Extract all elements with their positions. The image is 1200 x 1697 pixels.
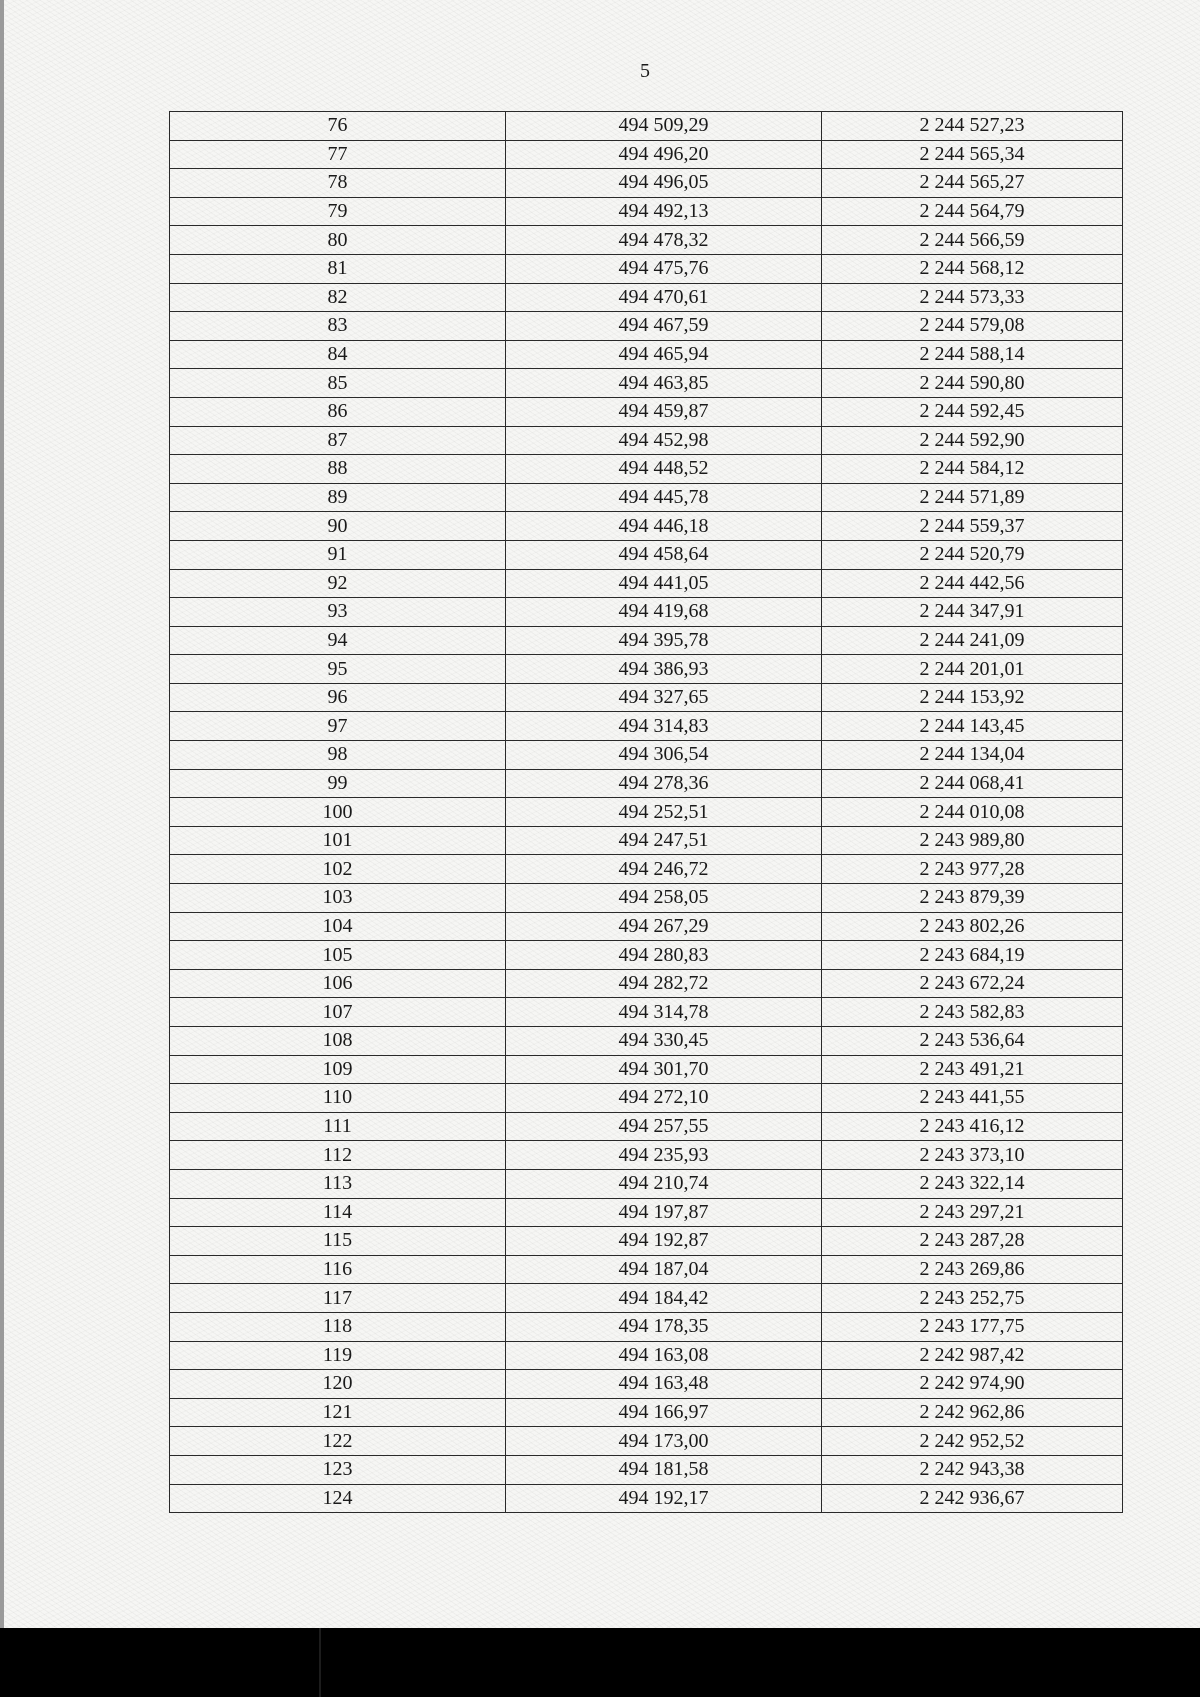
y-coordinate-cell: 2 244 565,34 bbox=[822, 140, 1123, 169]
point-number-cell: 111 bbox=[170, 1112, 506, 1141]
table-row bbox=[170, 397, 1123, 426]
point-number-cell: 83 bbox=[170, 312, 506, 341]
y-coordinate-cell: 2 244 592,90 bbox=[822, 426, 1123, 455]
x-coordinate-cell: 494 470,61 bbox=[506, 283, 822, 312]
point-number-cell: 115 bbox=[170, 1227, 506, 1256]
y-coordinate-cell: 2 244 592,45 bbox=[822, 397, 1123, 426]
table-row bbox=[170, 912, 1123, 941]
table-row bbox=[170, 512, 1123, 541]
point-number-cell: 99 bbox=[170, 769, 506, 798]
table-row bbox=[170, 655, 1123, 684]
x-coordinate-cell: 494 267,29 bbox=[506, 912, 822, 941]
page-left-edge bbox=[0, 0, 4, 1628]
x-coordinate-cell: 494 258,05 bbox=[506, 884, 822, 913]
y-coordinate-cell: 2 244 571,89 bbox=[822, 483, 1123, 512]
x-coordinate-cell: 494 395,78 bbox=[506, 626, 822, 655]
x-coordinate-cell: 494 192,17 bbox=[506, 1484, 822, 1513]
point-number-cell: 78 bbox=[170, 169, 506, 198]
table-row bbox=[170, 1427, 1123, 1456]
coordinates-table bbox=[169, 111, 1123, 1513]
point-number-cell: 124 bbox=[170, 1484, 506, 1513]
table-row bbox=[170, 226, 1123, 255]
point-number-cell: 101 bbox=[170, 826, 506, 855]
table-row bbox=[170, 1084, 1123, 1113]
y-coordinate-cell: 2 244 143,45 bbox=[822, 712, 1123, 741]
y-coordinate-cell: 2 244 573,33 bbox=[822, 283, 1123, 312]
point-number-cell: 95 bbox=[170, 655, 506, 684]
point-number-cell: 82 bbox=[170, 283, 506, 312]
table-row bbox=[170, 1455, 1123, 1484]
x-coordinate-cell: 494 496,20 bbox=[506, 140, 822, 169]
x-coordinate-cell: 494 306,54 bbox=[506, 741, 822, 770]
y-coordinate-cell: 2 242 943,38 bbox=[822, 1455, 1123, 1484]
point-number-cell: 88 bbox=[170, 455, 506, 484]
table-row bbox=[170, 540, 1123, 569]
x-coordinate-cell: 494 327,65 bbox=[506, 683, 822, 712]
y-coordinate-cell: 2 244 520,79 bbox=[822, 540, 1123, 569]
point-number-cell: 120 bbox=[170, 1370, 506, 1399]
table-row bbox=[170, 826, 1123, 855]
point-number-cell: 106 bbox=[170, 969, 506, 998]
x-coordinate-cell: 494 478,32 bbox=[506, 226, 822, 255]
table-row bbox=[170, 1198, 1123, 1227]
x-coordinate-cell: 494 197,87 bbox=[506, 1198, 822, 1227]
y-coordinate-cell: 2 244 010,08 bbox=[822, 798, 1123, 827]
y-coordinate-cell: 2 243 297,21 bbox=[822, 1198, 1123, 1227]
point-number-cell: 81 bbox=[170, 254, 506, 283]
y-coordinate-cell: 2 242 936,67 bbox=[822, 1484, 1123, 1513]
point-number-cell: 116 bbox=[170, 1255, 506, 1284]
table-row bbox=[170, 1312, 1123, 1341]
table-row bbox=[170, 1141, 1123, 1170]
table-row bbox=[170, 569, 1123, 598]
y-coordinate-cell: 2 244 241,09 bbox=[822, 626, 1123, 655]
y-coordinate-cell: 2 243 879,39 bbox=[822, 884, 1123, 913]
point-number-cell: 107 bbox=[170, 998, 506, 1027]
scan-bottom-border bbox=[0, 1628, 1200, 1697]
table-row bbox=[170, 426, 1123, 455]
page-number: 5 bbox=[640, 60, 650, 82]
table-row bbox=[170, 1484, 1123, 1513]
point-number-cell: 117 bbox=[170, 1284, 506, 1313]
y-coordinate-cell: 2 242 962,86 bbox=[822, 1398, 1123, 1427]
y-coordinate-cell: 2 242 974,90 bbox=[822, 1370, 1123, 1399]
table-row bbox=[170, 1112, 1123, 1141]
table-row bbox=[170, 1255, 1123, 1284]
y-coordinate-cell: 2 243 269,86 bbox=[822, 1255, 1123, 1284]
y-coordinate-cell: 2 244 559,37 bbox=[822, 512, 1123, 541]
point-number-cell: 84 bbox=[170, 340, 506, 369]
point-number-cell: 96 bbox=[170, 683, 506, 712]
coordinates-table-body bbox=[170, 112, 1123, 1513]
y-coordinate-cell: 2 243 373,10 bbox=[822, 1141, 1123, 1170]
point-number-cell: 79 bbox=[170, 197, 506, 226]
y-coordinate-cell: 2 243 441,55 bbox=[822, 1084, 1123, 1113]
y-coordinate-cell: 2 244 565,27 bbox=[822, 169, 1123, 198]
x-coordinate-cell: 494 463,85 bbox=[506, 369, 822, 398]
point-number-cell: 109 bbox=[170, 1055, 506, 1084]
table-row bbox=[170, 169, 1123, 198]
x-coordinate-cell: 494 386,93 bbox=[506, 655, 822, 684]
y-coordinate-cell: 2 243 582,83 bbox=[822, 998, 1123, 1027]
table-row bbox=[170, 197, 1123, 226]
x-coordinate-cell: 494 330,45 bbox=[506, 1027, 822, 1056]
point-number-cell: 108 bbox=[170, 1027, 506, 1056]
point-number-cell: 105 bbox=[170, 941, 506, 970]
x-coordinate-cell: 494 467,59 bbox=[506, 312, 822, 341]
y-coordinate-cell: 2 242 987,42 bbox=[822, 1341, 1123, 1370]
table-row bbox=[170, 712, 1123, 741]
point-number-cell: 121 bbox=[170, 1398, 506, 1427]
point-number-cell: 123 bbox=[170, 1455, 506, 1484]
table-row bbox=[170, 1370, 1123, 1399]
table-row bbox=[170, 769, 1123, 798]
x-coordinate-cell: 494 166,97 bbox=[506, 1398, 822, 1427]
point-number-cell: 100 bbox=[170, 798, 506, 827]
y-coordinate-cell: 2 243 684,19 bbox=[822, 941, 1123, 970]
y-coordinate-cell: 2 243 536,64 bbox=[822, 1027, 1123, 1056]
y-coordinate-cell: 2 242 952,52 bbox=[822, 1427, 1123, 1456]
x-coordinate-cell: 494 441,05 bbox=[506, 569, 822, 598]
point-number-cell: 87 bbox=[170, 426, 506, 455]
x-coordinate-cell: 494 314,78 bbox=[506, 998, 822, 1027]
y-coordinate-cell: 2 244 566,59 bbox=[822, 226, 1123, 255]
table-row bbox=[170, 969, 1123, 998]
x-coordinate-cell: 494 181,58 bbox=[506, 1455, 822, 1484]
table-row bbox=[170, 598, 1123, 627]
table-row bbox=[170, 1169, 1123, 1198]
x-coordinate-cell: 494 314,83 bbox=[506, 712, 822, 741]
table-row bbox=[170, 1284, 1123, 1313]
x-coordinate-cell: 494 448,52 bbox=[506, 455, 822, 484]
point-number-cell: 90 bbox=[170, 512, 506, 541]
point-number-cell: 122 bbox=[170, 1427, 506, 1456]
point-number-cell: 80 bbox=[170, 226, 506, 255]
table-row bbox=[170, 1398, 1123, 1427]
point-number-cell: 94 bbox=[170, 626, 506, 655]
y-coordinate-cell: 2 243 252,75 bbox=[822, 1284, 1123, 1313]
point-number-cell: 97 bbox=[170, 712, 506, 741]
x-coordinate-cell: 494 446,18 bbox=[506, 512, 822, 541]
x-coordinate-cell: 494 492,13 bbox=[506, 197, 822, 226]
table-row bbox=[170, 455, 1123, 484]
table-row bbox=[170, 941, 1123, 970]
x-coordinate-cell: 494 459,87 bbox=[506, 397, 822, 426]
x-coordinate-cell: 494 246,72 bbox=[506, 855, 822, 884]
y-coordinate-cell: 2 243 802,26 bbox=[822, 912, 1123, 941]
x-coordinate-cell: 494 178,35 bbox=[506, 1312, 822, 1341]
table-row bbox=[170, 254, 1123, 283]
table-row bbox=[170, 1055, 1123, 1084]
x-coordinate-cell: 494 465,94 bbox=[506, 340, 822, 369]
x-coordinate-cell: 494 247,51 bbox=[506, 826, 822, 855]
x-coordinate-cell: 494 452,98 bbox=[506, 426, 822, 455]
table-row bbox=[170, 312, 1123, 341]
table-row bbox=[170, 1027, 1123, 1056]
x-coordinate-cell: 494 192,87 bbox=[506, 1227, 822, 1256]
y-coordinate-cell: 2 244 579,08 bbox=[822, 312, 1123, 341]
table-row bbox=[170, 369, 1123, 398]
x-coordinate-cell: 494 496,05 bbox=[506, 169, 822, 198]
point-number-cell: 103 bbox=[170, 884, 506, 913]
point-number-cell: 91 bbox=[170, 540, 506, 569]
x-coordinate-cell: 494 163,08 bbox=[506, 1341, 822, 1370]
table-row bbox=[170, 798, 1123, 827]
point-number-cell: 113 bbox=[170, 1169, 506, 1198]
table-row bbox=[170, 283, 1123, 312]
x-coordinate-cell: 494 509,29 bbox=[506, 112, 822, 141]
table-row bbox=[170, 340, 1123, 369]
y-coordinate-cell: 2 243 672,24 bbox=[822, 969, 1123, 998]
table-row bbox=[170, 884, 1123, 913]
x-coordinate-cell: 494 210,74 bbox=[506, 1169, 822, 1198]
table-row bbox=[170, 855, 1123, 884]
y-coordinate-cell: 2 244 564,79 bbox=[822, 197, 1123, 226]
y-coordinate-cell: 2 243 416,12 bbox=[822, 1112, 1123, 1141]
y-coordinate-cell: 2 244 584,12 bbox=[822, 455, 1123, 484]
point-number-cell: 114 bbox=[170, 1198, 506, 1227]
point-number-cell: 86 bbox=[170, 397, 506, 426]
x-coordinate-cell: 494 184,42 bbox=[506, 1284, 822, 1313]
table-row bbox=[170, 626, 1123, 655]
x-coordinate-cell: 494 458,64 bbox=[506, 540, 822, 569]
x-coordinate-cell: 494 278,36 bbox=[506, 769, 822, 798]
y-coordinate-cell: 2 243 287,28 bbox=[822, 1227, 1123, 1256]
y-coordinate-cell: 2 243 322,14 bbox=[822, 1169, 1123, 1198]
point-number-cell: 104 bbox=[170, 912, 506, 941]
x-coordinate-cell: 494 163,48 bbox=[506, 1370, 822, 1399]
scan-seam bbox=[319, 1628, 321, 1697]
x-coordinate-cell: 494 235,93 bbox=[506, 1141, 822, 1170]
x-coordinate-cell: 494 252,51 bbox=[506, 798, 822, 827]
table-row bbox=[170, 998, 1123, 1027]
y-coordinate-cell: 2 243 177,75 bbox=[822, 1312, 1123, 1341]
x-coordinate-cell: 494 272,10 bbox=[506, 1084, 822, 1113]
y-coordinate-cell: 2 244 347,91 bbox=[822, 598, 1123, 627]
point-number-cell: 112 bbox=[170, 1141, 506, 1170]
x-coordinate-cell: 494 282,72 bbox=[506, 969, 822, 998]
table-row bbox=[170, 1341, 1123, 1370]
point-number-cell: 98 bbox=[170, 741, 506, 770]
y-coordinate-cell: 2 243 989,80 bbox=[822, 826, 1123, 855]
point-number-cell: 118 bbox=[170, 1312, 506, 1341]
y-coordinate-cell: 2 244 588,14 bbox=[822, 340, 1123, 369]
x-coordinate-cell: 494 280,83 bbox=[506, 941, 822, 970]
table-row bbox=[170, 741, 1123, 770]
x-coordinate-cell: 494 301,70 bbox=[506, 1055, 822, 1084]
y-coordinate-cell: 2 244 527,23 bbox=[822, 112, 1123, 141]
point-number-cell: 85 bbox=[170, 369, 506, 398]
x-coordinate-cell: 494 475,76 bbox=[506, 254, 822, 283]
point-number-cell: 77 bbox=[170, 140, 506, 169]
x-coordinate-cell: 494 187,04 bbox=[506, 1255, 822, 1284]
y-coordinate-cell: 2 243 977,28 bbox=[822, 855, 1123, 884]
point-number-cell: 93 bbox=[170, 598, 506, 627]
x-coordinate-cell: 494 173,00 bbox=[506, 1427, 822, 1456]
point-number-cell: 110 bbox=[170, 1084, 506, 1113]
y-coordinate-cell: 2 244 134,04 bbox=[822, 741, 1123, 770]
table-row bbox=[170, 683, 1123, 712]
y-coordinate-cell: 2 244 442,56 bbox=[822, 569, 1123, 598]
y-coordinate-cell: 2 243 491,21 bbox=[822, 1055, 1123, 1084]
x-coordinate-cell: 494 445,78 bbox=[506, 483, 822, 512]
y-coordinate-cell: 2 244 201,01 bbox=[822, 655, 1123, 684]
point-number-cell: 102 bbox=[170, 855, 506, 884]
y-coordinate-cell: 2 244 568,12 bbox=[822, 254, 1123, 283]
table-row bbox=[170, 140, 1123, 169]
y-coordinate-cell: 2 244 153,92 bbox=[822, 683, 1123, 712]
table-row bbox=[170, 112, 1123, 141]
table-row bbox=[170, 1227, 1123, 1256]
point-number-cell: 119 bbox=[170, 1341, 506, 1370]
point-number-cell: 89 bbox=[170, 483, 506, 512]
y-coordinate-cell: 2 244 068,41 bbox=[822, 769, 1123, 798]
point-number-cell: 92 bbox=[170, 569, 506, 598]
table-row bbox=[170, 483, 1123, 512]
y-coordinate-cell: 2 244 590,80 bbox=[822, 369, 1123, 398]
x-coordinate-cell: 494 419,68 bbox=[506, 598, 822, 627]
x-coordinate-cell: 494 257,55 bbox=[506, 1112, 822, 1141]
point-number-cell: 76 bbox=[170, 112, 506, 141]
